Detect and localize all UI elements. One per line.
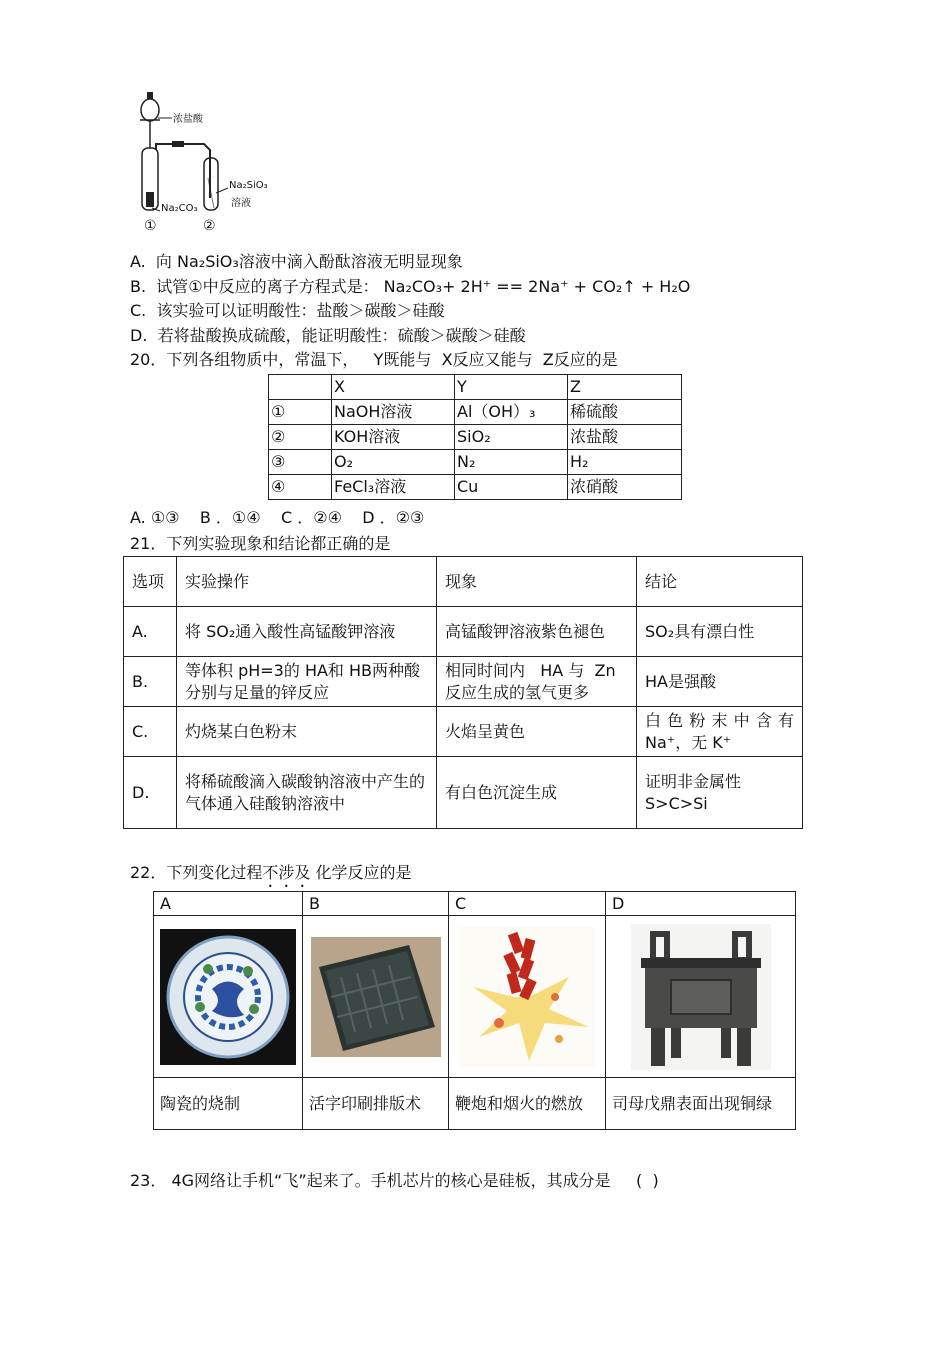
q22-table bbox=[153, 891, 796, 1130]
label-solution: 溶液 bbox=[231, 198, 251, 209]
emphasis-text: 不涉及 bbox=[262, 863, 311, 882]
table-row: A. 将 SO₂通入酸性高锰酸钾溶液 高锰酸钾溶液紫色褪色 SO₂具有漂白性 bbox=[124, 607, 803, 657]
q19-option-c: C. 该实验可以证明酸性：盐酸＞碳酸＞硅酸 bbox=[130, 301, 445, 320]
label-na2sio3: Na₂SiO₃ bbox=[229, 180, 268, 191]
tube-2-label: ② bbox=[203, 218, 216, 234]
funnel-bulb bbox=[141, 99, 159, 121]
label-acid: 浓盐酸 bbox=[173, 114, 203, 125]
q20-answers: A. ①③ B ．①④ C ．②④ D ．②③ bbox=[130, 508, 425, 527]
table-row: 陶瓷的烧制 活字印刷排版术 鞭炮和烟火的燃放 司母戊鼎表面出现铜绿 bbox=[154, 1078, 796, 1130]
q20-table bbox=[268, 374, 682, 500]
q19-option-a: A. 向 Na₂SiO₃溶液中滴入酚酞溶液无明显现象 bbox=[130, 252, 463, 271]
apparatus-diagram bbox=[128, 88, 278, 236]
q21-table bbox=[123, 556, 803, 829]
table-row: ④ FeCl₃溶液 Cu 浓硝酸 bbox=[269, 475, 682, 500]
table-row: ① NaOH溶液 Al（OH）₃ 稀硫酸 bbox=[269, 400, 682, 425]
table-row: B. 等体积 pH=3的 HA和 HB两种酸分别与足量的锌反应 相同时间内 HA 与 Zn 反应生成的氢气更多 HA是强酸 bbox=[124, 657, 803, 707]
firecracker-image-cell bbox=[449, 916, 606, 1078]
q23-stem: 23． 4G网络让手机“飞”起来了。手机芯片的核心是硅板，其成分是 ( ) bbox=[130, 1171, 659, 1190]
table-row: A B C D bbox=[154, 892, 796, 916]
movable-type-image-cell bbox=[303, 916, 449, 1078]
table-row bbox=[154, 916, 796, 1078]
delivery-tube bbox=[156, 144, 210, 198]
label-na2co3: Na₂CO₃ bbox=[161, 203, 198, 214]
porcelain-plate-image bbox=[160, 929, 296, 1065]
table-row: C. 灼烧某白色粉末 火焰呈黄色 白色粉末中含有 Na⁺，无 K⁺ bbox=[124, 707, 803, 757]
table-row: ③ O₂ N₂ H₂ bbox=[269, 450, 682, 475]
table-row: 选项 实验操作 现象 结论 bbox=[124, 557, 803, 607]
tube-1-label: ① bbox=[144, 218, 157, 234]
porcelain-image-cell bbox=[154, 916, 303, 1078]
q19-option-b: B. 试管①中反应的离子方程式是： Na₂CO₃+ 2H⁺ == 2Na⁺ + CO₂↑ + H₂O bbox=[130, 277, 691, 296]
funnel-stopper bbox=[147, 92, 153, 99]
q21-stem: 21．下列实验现象和结论都正确的是 bbox=[130, 534, 391, 553]
table-row: D. 将稀硫酸滴入碳酸钠溶液中产生的气体通入硅酸钠溶液中 有白色沉淀生成 证明非金属性 S>C>Si bbox=[124, 757, 803, 829]
bronze-ding-image bbox=[631, 924, 771, 1070]
q19-option-d: D. 若将盐酸换成硫酸，能证明酸性：硫酸＞碳酸＞硅酸 bbox=[130, 326, 526, 345]
firecracker-image bbox=[459, 927, 595, 1067]
movable-type-block-image bbox=[311, 937, 441, 1057]
q20-stem: 20．下列各组物质中，常温下， Y既能与 X反应又能与 Z反应的是 bbox=[130, 350, 618, 369]
ding-image-cell bbox=[606, 916, 796, 1078]
table-row: X Y Z bbox=[269, 375, 682, 400]
table-row: ② KOH溶液 SiO₂ 浓盐酸 bbox=[269, 425, 682, 450]
q22-stem: 22．下列变化过程不涉及 化学反应的是 bbox=[130, 863, 412, 882]
